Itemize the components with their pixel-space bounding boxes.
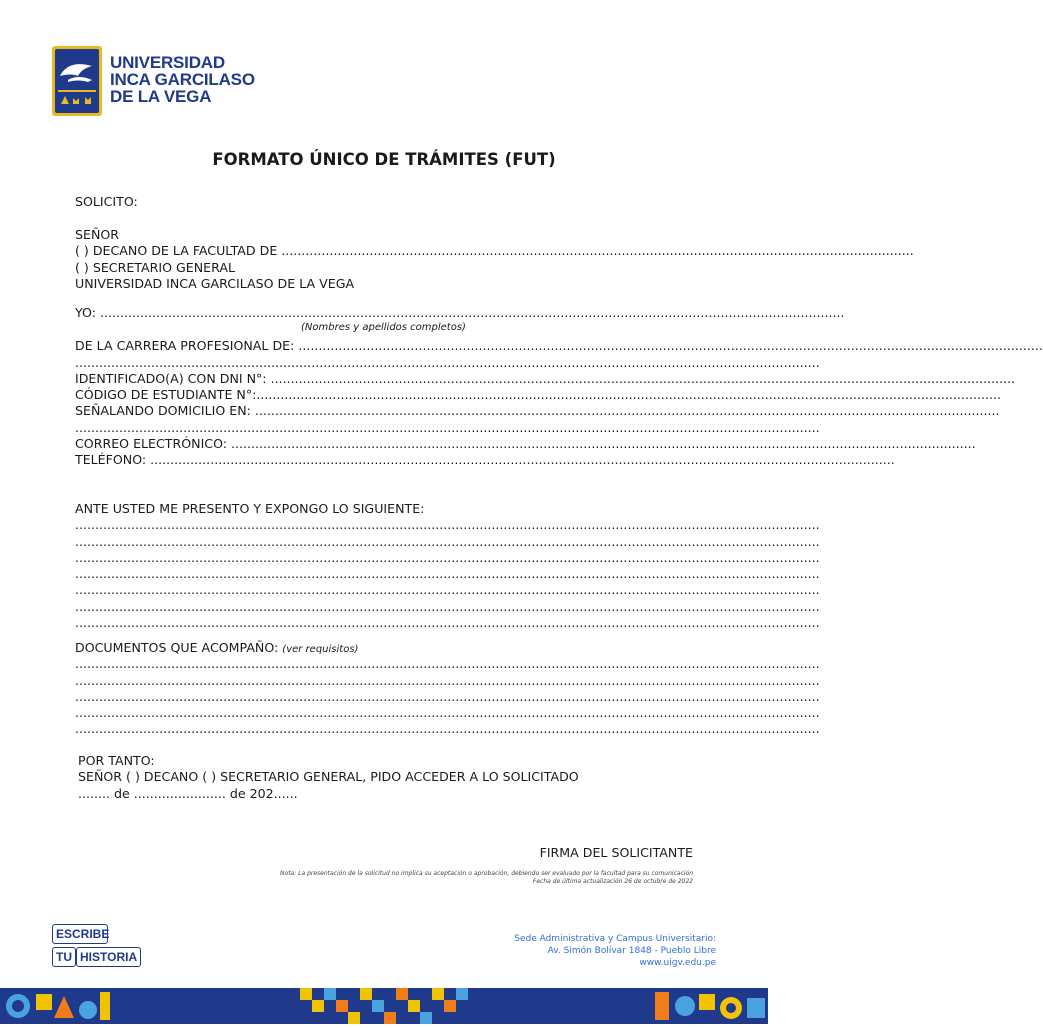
tu-word: TU xyxy=(52,947,76,967)
codigo-field[interactable] xyxy=(75,387,1001,403)
expongo-line[interactable]: .......................................................................................................................................................................................... xyxy=(75,549,820,565)
expongo-line[interactable]: .......................................................................................................................................................................................... xyxy=(75,582,820,598)
sede-address: Av. Simón Bolívar 1848 - Pueblo Libre xyxy=(547,946,716,956)
fecha-day-blank[interactable]: ........ xyxy=(78,785,111,801)
carrera-blank-line-2[interactable]: .......................................................................................................................................................................................... xyxy=(75,354,820,370)
documentos-line[interactable]: .......................................................................................................................................................................................... xyxy=(75,705,820,721)
pido-label: SEÑOR ( ) DECANO ( ) SECRETARIO GENERAL, PIDO ACCEDER A LO SOLICITADO xyxy=(78,769,579,785)
decano-blank[interactable]: .............................................................................................................................................................. xyxy=(281,243,914,259)
expongo-label: ANTE USTED ME PRESENTO Y EXPONGO LO SIGUIENTE: xyxy=(75,501,425,516)
documentos-line[interactable]: .......................................................................................................................................................................................... xyxy=(75,656,820,672)
yo-label: YO: xyxy=(75,305,100,320)
expongo-line[interactable]: .......................................................................................................................................................................................... xyxy=(75,566,820,582)
dni-field[interactable] xyxy=(75,370,1016,387)
university-name xyxy=(110,54,255,105)
secretario-label: ( ) SECRETARIO GENERAL xyxy=(75,259,235,275)
firma-label: FIRMA DEL SOLICITANTE xyxy=(539,845,693,860)
document-title: FORMATO ÚNICO DE TRÁMITES (FUT) xyxy=(212,150,556,169)
telefono-label: TELÉFONO: xyxy=(75,452,151,468)
university-shield-icon xyxy=(52,46,102,116)
domicilio-blank-line-2[interactable]: .......................................................................................................................................................................................... xyxy=(75,419,820,435)
logo-line-2: INCA GARCILASO xyxy=(110,70,255,89)
nombres-note: (Nombres y apellidos completos) xyxy=(301,322,466,334)
addressee-block xyxy=(75,227,914,292)
decano-label: ( ) DECANO DE LA FACULTAD DE xyxy=(75,243,282,259)
senor-label: SEÑOR xyxy=(75,227,120,242)
universidad-label: UNIVERSIDAD INCA GARCILASO DE LA VEGA xyxy=(75,275,355,291)
disclaimer-line-2: Fecha de última actualización 26 de octubre de 2022 xyxy=(532,878,693,885)
documentos-line[interactable]: .......................................................................................................................................................................................... xyxy=(75,688,820,704)
carrera-field[interactable] xyxy=(75,338,1043,354)
sede-info xyxy=(514,933,716,969)
logo-line-1: UNIVERSIDAD xyxy=(110,53,225,72)
telefono-blank[interactable]: .......................................................................................................................................................................................... xyxy=(150,452,895,468)
documentos-line[interactable]: .......................................................................................................................................................................................... xyxy=(75,721,820,737)
decorative-footer-band xyxy=(0,988,768,1024)
disclaimer xyxy=(280,870,693,886)
telefono-field[interactable] xyxy=(75,452,895,468)
logo-line-3: DE LA VEGA xyxy=(110,87,212,106)
escribe-word: ESCRIBE xyxy=(52,924,108,944)
domicilio-blank[interactable]: .......................................................................................................................................................................................... xyxy=(254,403,1000,419)
correo-blank[interactable]: .......................................................................................................................................................................................... xyxy=(231,436,976,452)
fecha-month-blank[interactable]: ....................... xyxy=(133,785,226,801)
personal-data-block xyxy=(75,305,1043,469)
por-tanto-label: POR TANTO: xyxy=(78,753,155,768)
documentos-heading xyxy=(75,640,692,656)
expongo-block xyxy=(75,501,820,631)
codigo-label: CÓDIGO DE ESTUDIANTE N°: xyxy=(75,387,257,403)
yo-blank[interactable]: .......................................................................................................................................................................................... xyxy=(99,305,845,320)
fecha-de-1: de xyxy=(110,785,134,801)
pattern-decoration xyxy=(0,988,768,1024)
disclaimer-line-1: Nota: La presentación de la solicitud no implica su aceptación o aprobación, debiendo ser evaluado por la facultad para su comunicación xyxy=(280,870,693,877)
historia-word: HISTORIA xyxy=(76,947,141,967)
dni-label: IDENTIFICADO(A) CON DNI N°: xyxy=(75,370,271,386)
university-logo xyxy=(52,46,255,118)
expongo-line[interactable]: .......................................................................................................................................................................................... xyxy=(75,517,820,533)
domicilio-field[interactable] xyxy=(75,403,1000,419)
correo-field[interactable] xyxy=(75,436,976,452)
codigo-blank[interactable]: .......................................................................................................................................................................................... xyxy=(256,387,1001,403)
fecha-year[interactable]: de 202...... xyxy=(225,785,298,801)
dni-blank[interactable]: .......................................................................................................................................................................................... xyxy=(270,370,1016,386)
fecha-line[interactable] xyxy=(78,786,695,802)
domicilio-label: SEÑALANDO DOMICILIO EN: xyxy=(75,403,255,419)
correo-label: CORREO ELECTRÓNICO: xyxy=(75,436,232,452)
solicito-label: SOLICITO: xyxy=(75,194,138,209)
expongo-line[interactable]: .......................................................................................................................................................................................... xyxy=(75,533,820,549)
documentos-block xyxy=(75,640,820,738)
documentos-line[interactable]: .......................................................................................................................................................................................... xyxy=(75,672,820,688)
sede-website-link[interactable]: www.uigv.edu.pe xyxy=(639,958,716,968)
form-header-block xyxy=(75,194,692,210)
ver-requisitos-note: (ver requisitos) xyxy=(282,644,359,655)
expongo-line[interactable]: .......................................................................................................................................................................................... xyxy=(75,615,820,631)
documentos-label: DOCUMENTOS QUE ACOMPAÑO: xyxy=(75,640,283,655)
yo-field[interactable] xyxy=(75,305,845,321)
decano-field[interactable] xyxy=(75,243,914,259)
sede-line-1: Sede Administrativa y Campus Universitario: xyxy=(514,934,716,944)
por-tanto-block xyxy=(78,753,695,802)
carrera-label: DE LA CARRERA PROFESIONAL DE: xyxy=(75,338,299,354)
carrera-blank[interactable]: .......................................................................................................................................................................................... xyxy=(298,338,1043,354)
expongo-line[interactable]: .......................................................................................................................................................................................... xyxy=(75,598,820,614)
